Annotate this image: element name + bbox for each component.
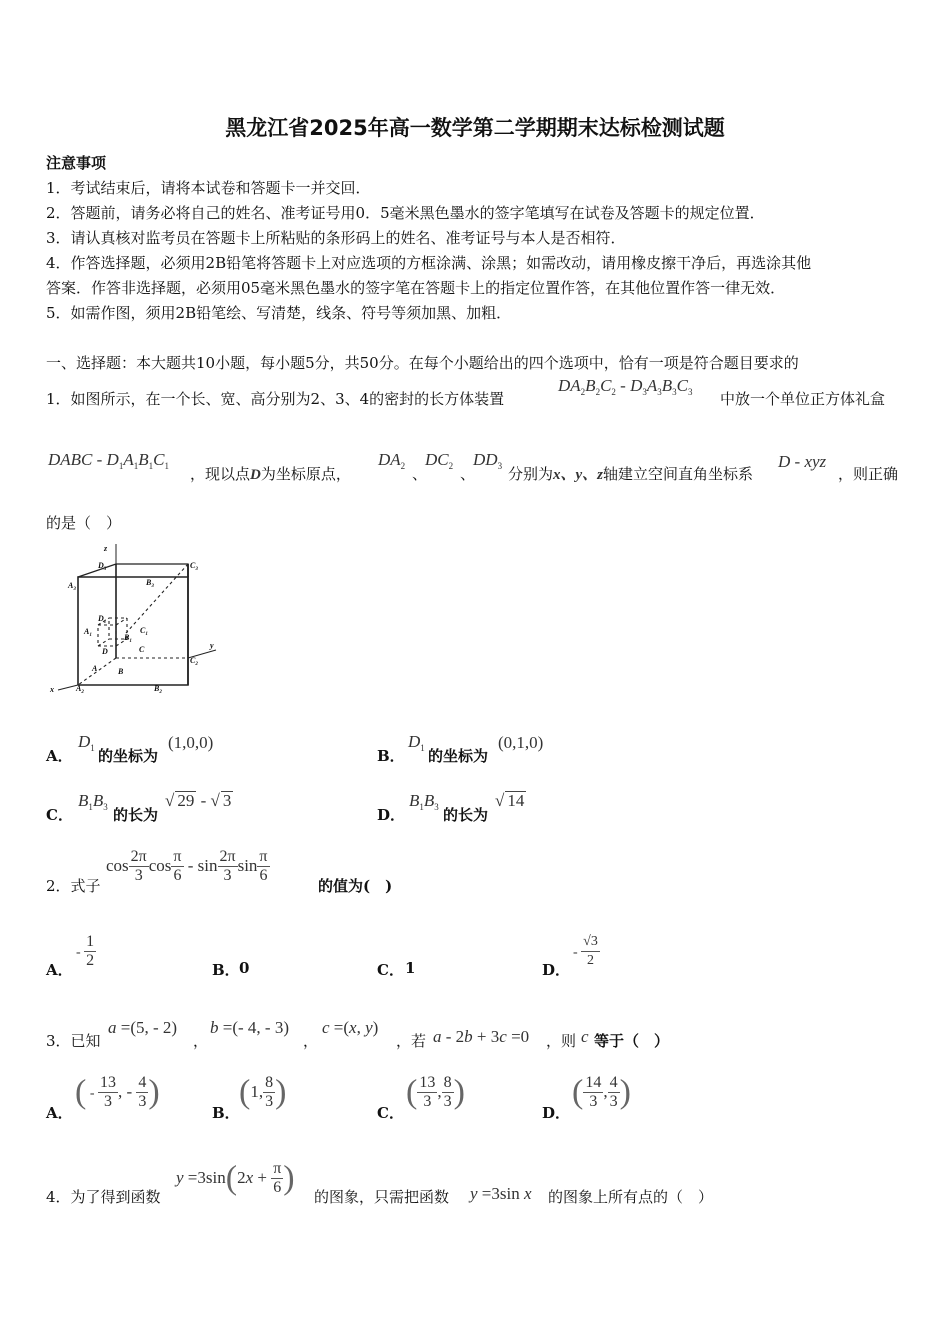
notice-item: 4．作答选择题，必须用2B铅笔将答题卡上对应选项的方框涂满、涂黑；如需改动，请用橡皮擦干净后，再选涂其他 — [46, 254, 812, 272]
math-c: c — [581, 1027, 589, 1046]
svg-text:x: x — [50, 685, 54, 694]
svg-text:z: z — [104, 544, 108, 553]
notice-item: 5．如需作图，须用2B铅笔绘、写清楚，线条、符号等须加黑、加粗． — [46, 304, 512, 322]
question-3-text: 3．已知 — [46, 1032, 101, 1050]
question-number: 1． — [46, 390, 71, 408]
separator: 、 — [460, 465, 476, 483]
svg-text:B2: $B_2$ — [154, 684, 162, 695]
svg-text:A2: $A_2$ — [76, 684, 84, 695]
math-neg-sqrt3-half: - $\frac{√3}{2}$ — [573, 934, 598, 968]
math-equation: a - 2b + 3c =0 — [433, 1027, 530, 1046]
option-text: 的坐标为 — [98, 747, 159, 765]
option-label: C． — [377, 1104, 404, 1122]
option-text: 的坐标为 — [428, 747, 489, 765]
math-sqrt-14: √ 14 — [495, 791, 525, 810]
comma: ， — [193, 1032, 209, 1050]
math-b1b3: $B_1B_3$ — [409, 791, 439, 812]
svg-text:C1: $C_1$ — [140, 626, 148, 637]
math-vector-dd3: $DD_3$ — [473, 450, 503, 471]
question-2-text: 2．式子 — [46, 877, 101, 895]
option-value: (0,1,0) — [498, 733, 544, 752]
option-value: (1,0,0) — [168, 733, 214, 752]
question-text: 分别为x、y、z轴建立空间直角坐标系 — [508, 465, 754, 483]
math-vector-dc2: $DC_2$ — [425, 450, 454, 471]
math-trig-expression: cos $\frac{2\pi}{3}$ cos $\frac{\pi}{6}$ - sin $\frac{2\pi}{3}$ sin $\frac{\pi}{6}$ — [106, 848, 268, 884]
math-source-function: y =3sin x — [470, 1184, 532, 1203]
question-text: ，若 — [396, 1032, 427, 1050]
math-vector-c: c =(x, y) — [322, 1018, 379, 1037]
svg-text:C2: $C_2$ — [190, 656, 198, 667]
math-d1: $D_1$ — [408, 732, 425, 753]
notice-item: 1．考试结束后，请将本试卷和答题卡一并交回． — [46, 179, 371, 197]
option-label: A． — [46, 1104, 73, 1122]
math-b1b3: $B_1B_3$ — [78, 791, 108, 812]
option-label: C． — [46, 806, 73, 824]
question-text: 如图所示，在一个长、宽、高分别为2、3、4的密封的长方体装置 — [70, 390, 505, 408]
notice-item: 2．答题前，请务必将自己的姓名、准考证号用0．5毫米黑色墨水的签字笔填写在试卷及答题卡的规定位置． — [46, 204, 765, 222]
svg-text:y: y — [210, 641, 214, 650]
math-vector-a: a =(5, - 2) — [108, 1018, 178, 1037]
option-label: A． — [46, 747, 73, 765]
question-text: 等于（ ） — [594, 1032, 670, 1050]
svg-text:B: B — [118, 667, 124, 676]
svg-text:C3: $C_3$ — [190, 561, 198, 572]
math-neg-half: - $\frac{1}{2}$ — [76, 933, 95, 969]
option-value: 1 — [405, 959, 416, 977]
question-text: ，则 — [546, 1032, 577, 1050]
svg-text:A1: $A_1$ — [84, 627, 92, 638]
svg-text:A: A — [92, 664, 98, 673]
svg-text:B3: $B_3$ — [146, 578, 154, 589]
math-container-name: $DA_2B_2C_2 - D_3A_3B_3C_3$ — [558, 376, 693, 397]
math-option-a: ( - $\frac{13}{3}$ , - $\frac{4}{3}$ ) — [75, 1073, 160, 1111]
option-label: B． — [212, 1104, 240, 1122]
question-text: 的图象，只需把函数 — [314, 1188, 450, 1206]
notice-heading: 注意事项 — [46, 154, 107, 172]
question-text: 的是（ ） — [46, 514, 122, 532]
svg-text:D1: $D_1$ — [98, 614, 107, 625]
option-label: D． — [377, 806, 406, 824]
math-option-c: ( $\frac{13}{3}$ , $\frac{8}{3}$ ) — [406, 1073, 465, 1111]
question-text: 的值为( ) — [318, 877, 393, 895]
math-d1: $D_1$ — [78, 732, 95, 753]
option-text: 的长为 — [443, 806, 489, 824]
question-text: 的图象上所有点的（ ） — [548, 1188, 714, 1206]
question-text: ，则正确 — [838, 465, 899, 483]
option-label: D． — [542, 1104, 571, 1122]
question-1-line-1 — [46, 388, 504, 409]
svg-text:C: C — [139, 645, 145, 654]
math-sqrt-expression: √ 29 - √ 3 — [165, 791, 232, 810]
separator: 、 — [412, 465, 428, 483]
svg-text:B1: $B_1$ — [124, 633, 132, 644]
section-heading: 一、选择题：本大题共10小题，每小题5分，共50分。在每个小题给出的四个选项中，恰有一项是符合题目要求的 — [46, 354, 799, 372]
svg-text:D: D — [102, 647, 108, 656]
page-title: 黑龙江省2025年高一数学第二学期期末达标检测试题 — [225, 116, 725, 140]
option-label: B． — [212, 961, 240, 979]
option-label: B． — [377, 747, 405, 765]
math-vector-da2: $DA_2$ — [378, 450, 406, 471]
option-label: C． — [377, 961, 404, 979]
question-text: ，现以点D为坐标原点， — [190, 465, 351, 483]
notice-item: 3．请认真核对监考员在答题卡上所粘贴的条形码上的姓名、准考证号与本人是否相符． — [46, 229, 626, 247]
math-coordinate-system: D - xyz — [778, 452, 827, 471]
math-vector-b: b =(- 4, - 3) — [210, 1018, 289, 1037]
question-text: 中放一个单位正方体礼盒 — [720, 390, 886, 408]
option-label: D． — [542, 961, 571, 979]
option-text: 的长为 — [113, 806, 159, 824]
svg-text:A3: $A_3$ — [68, 581, 76, 592]
notice-item: 答案．作答非选择题，必须用05毫米黑色墨水的签字笔在答题卡上的指定位置作答，在其他位置作答一律无效． — [46, 279, 786, 297]
option-value: 0 — [239, 959, 250, 977]
option-label: A． — [46, 961, 73, 979]
math-option-d: ( $\frac{14}{3}$ , $\frac{4}{3}$ ) — [572, 1073, 631, 1111]
svg-text:D3: $D_3$ — [98, 561, 107, 572]
comma: ， — [303, 1032, 319, 1050]
question-4-text: 4．为了得到函数 — [46, 1188, 161, 1206]
cuboid-figure — [46, 540, 236, 695]
math-cube-name: DABC - $D_1A_1B_1C_1$ — [48, 450, 169, 471]
math-option-b: (1, $\frac{8}{3}$ ) — [239, 1073, 287, 1111]
math-target-function: y =3sin(2x + $\frac{\pi}{6}$ ) — [176, 1159, 295, 1197]
